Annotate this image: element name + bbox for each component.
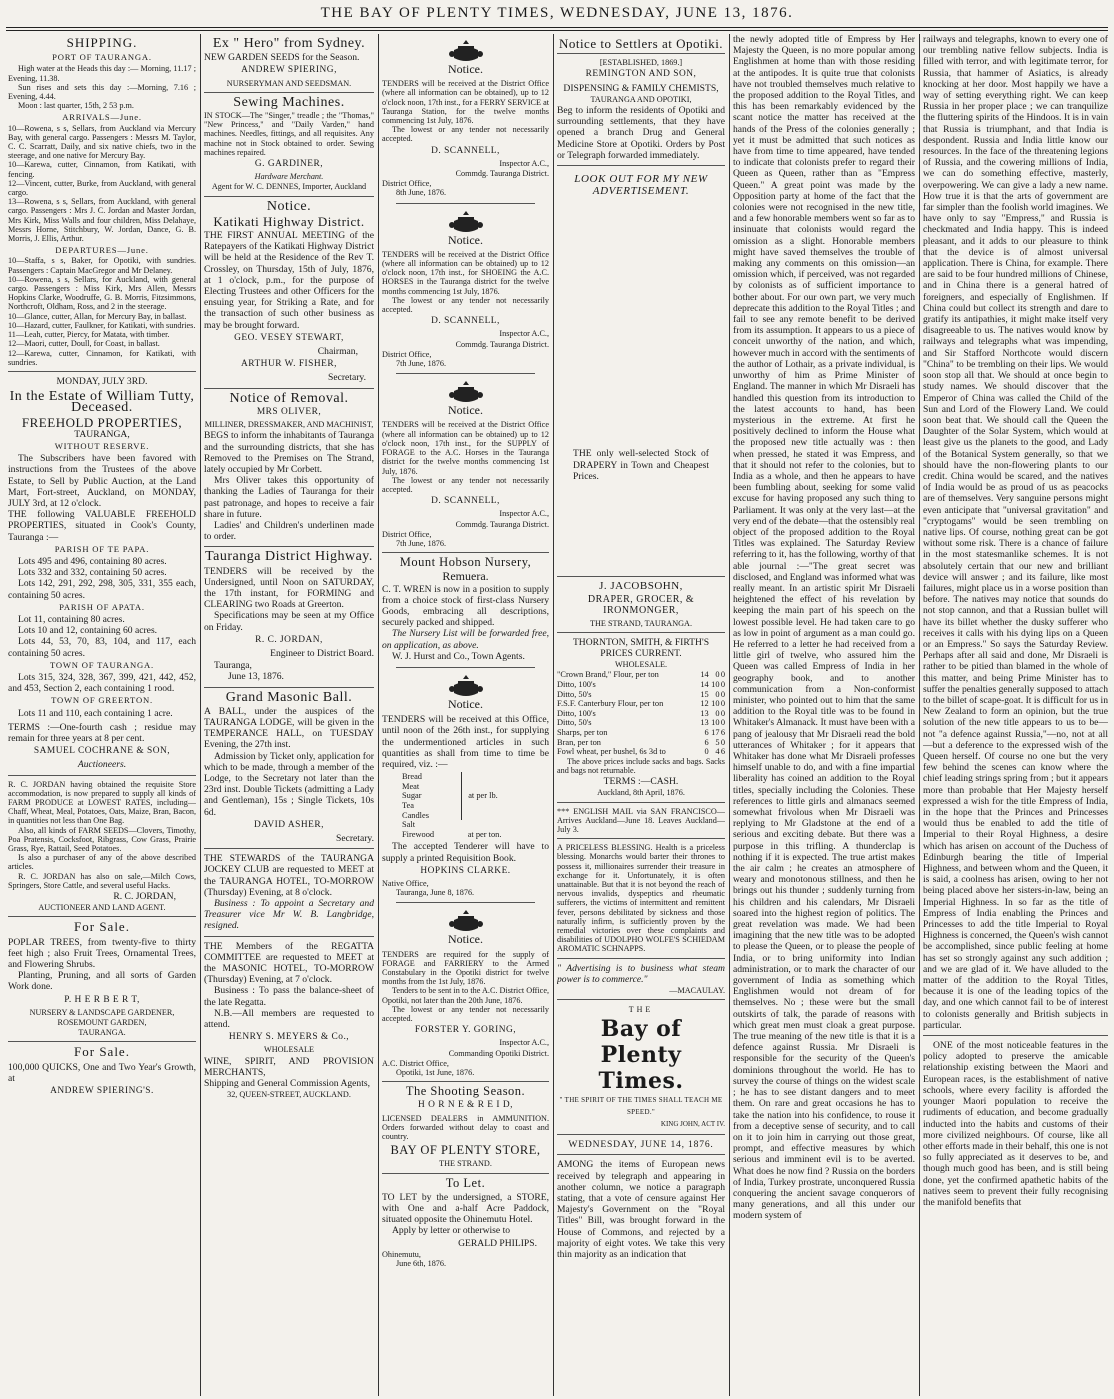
- hobson-heading: Mount Hobson Nursery,: [399, 555, 532, 570]
- divider: [204, 196, 374, 197]
- meyers-wholesale: WHOLESALE: [263, 1045, 315, 1055]
- goring-command: Commanding Opotiki District.: [448, 1048, 549, 1058]
- divider: [204, 546, 374, 547]
- planting-text: Planting, Pruning, and all sorts of Garden Work done.: [8, 970, 196, 993]
- royal-crest-icon: [446, 209, 486, 235]
- established: [ESTABLISHED, 1869.]: [599, 58, 683, 68]
- paper-motto-source: KING JOHN, ACT IV.: [660, 1119, 725, 1128]
- prices-note: The above prices include sacks and bags. Sacks and bags not returnable.: [557, 756, 725, 776]
- goring-date: Opotiki, 1st June, 1876.: [396, 1067, 475, 1077]
- price-row: Fowl wheat, per bushel, 6s 3d to 0 4 6: [557, 747, 725, 757]
- bop-store: BAY OF PLENTY STORE,: [390, 1143, 541, 1158]
- oliver-name: MRS OLIVER,: [256, 406, 322, 417]
- column-rule: [729, 34, 730, 1396]
- divider: [557, 1154, 725, 1155]
- spiering-signature: ANDREW SPIERING,: [241, 65, 337, 76]
- scannell-command: Commdg. Tauranga District.: [455, 339, 549, 349]
- column-rule: [378, 34, 379, 1396]
- divider: [557, 576, 725, 577]
- column-rule: [919, 34, 920, 1396]
- native-schools-text: ONE of the most noticeable features in the policy adopted to preserve the amicable relationship existing between the Maori and European races, is the establishment of native schools, where every facility is afforded the younger Maori population to receive the rudiments of education, and become gradually inducted into the habits and customs of their more civilized neighbours. Of course, like all other efforts made in their behalf, this one is not so fully appreciated as it deserves to be, and though much good has been, and is still being done, yet the confirmed apathetic habits of the natives seem to prevent their fully recognising the manifold benefits that: [923, 1040, 1108, 1208]
- departures-heading: DEPARTURES—June.: [55, 245, 149, 256]
- arrival-item: 10—Rowena, s s, Sellars, from Auckland via Mercury Bay, with general cargo. Passengers : Messrs M. Taylor, C. C. Scarratt, Daily, and six native chiefs, two in the steerage, and one native for Mercury Bay.: [8, 123, 196, 161]
- divider: [557, 958, 725, 959]
- paper-name: Bay of Plenty Times.: [598, 1016, 684, 1095]
- divider: [557, 802, 725, 803]
- jacobsohn-address: THE STRAND, TAURANGA.: [590, 618, 692, 628]
- jordan-text-3: Is also a purchaser of any of the above described articles.: [8, 853, 196, 872]
- prices-table: [557, 670, 725, 756]
- freehold-text-2: THE following VALUABLE FREEHOLD PROPERTIES, situated in Cook's County, Tauranga :—: [8, 509, 196, 543]
- asher-signature: DAVID ASHER,: [254, 819, 324, 830]
- lot-item: Lots 142, 291, 292, 298, 305, 331, 355 each, containing 50 acres.: [8, 578, 196, 601]
- district-office: District Office,: [382, 529, 432, 539]
- scannell-command: Commdg. Tauranga District.: [455, 519, 549, 529]
- arrivals-heading: ARRIVALS—June.: [62, 112, 142, 123]
- remington-name: REMINGTON AND SON,: [585, 69, 697, 80]
- arrival-item: 10—Karewa, cutter, Cinnamon, from Katikati, with fencing.: [8, 160, 196, 179]
- masthead: THE BAY OF PLENTY TIMES, WEDNESDAY, JUNE 13, 1876.: [320, 5, 794, 21]
- lot-item: Lots 10 and 12, containing 60 acres.: [18, 625, 158, 637]
- highway-text-2: Specifications may be seen at my Office on Friday.: [204, 610, 374, 633]
- price-row: Bran, per ton 6 5 0: [557, 737, 725, 747]
- tender-farriery-2: Tenders to be sent in to the A.C. District Office, Opotiki, not later than the 20th June, 1876.: [382, 986, 549, 1005]
- column-rule: [553, 34, 554, 1396]
- parish-heading: PARISH OF APATA.: [59, 601, 145, 612]
- divider: [396, 902, 535, 903]
- scannell-signature: D. SCANNELL,: [431, 316, 500, 327]
- divider: [923, 1035, 1108, 1036]
- sewing-heading: Sewing Machines.: [233, 94, 345, 110]
- divider: [204, 92, 374, 93]
- freehold-heading: FREEHOLD PROPERTIES,: [21, 414, 183, 430]
- jordan-text: R. C. JORDAN having obtained the requisite Store accommodation, is now prepared to supply all kinds of FARM PRODUCE at LOWEST RATES, including—Chaff, Wheat, Meal, Potatoes, Oats, Maize, Bran, Bacon, in quantities not less than One Bag.: [8, 779, 196, 826]
- departure-item: 10—Hazard, cutter, Faulkner, for Katikati, with sundries.: [8, 320, 196, 330]
- divider: [557, 632, 725, 633]
- tender-date: 7th June, 1876.: [396, 538, 447, 548]
- to-let-heading: To Let.: [445, 1175, 486, 1190]
- divider: [8, 775, 196, 776]
- lot-item: Lot 11, containing 80 acres.: [18, 613, 125, 625]
- wholesale-label: WHOLESALE.: [614, 660, 668, 670]
- lot-item: Lots 315, 324, 328, 367, 399, 421, 442, 452, and 453, Section 2, each containing 1 rood.: [8, 671, 196, 695]
- jordan-text-4: R. C. JORDAN has also on sale,—Milch Cows, Springers, Store Cattle, and several useful Hacks.: [8, 871, 196, 890]
- masthead-rule: [6, 27, 1108, 28]
- supply-item: Meat: [402, 781, 420, 791]
- price-row: Ditto, 50's 15 0 0: [557, 689, 725, 699]
- port-heading: PORT OF TAURANGA.: [52, 52, 152, 63]
- per-ton-label: at per ton.: [467, 829, 502, 839]
- remington-text: Beg to inform the residents of Opotiki and surrounding settlements, that they have opened a branch Drug and General Medicine Store at Opotiki. Orders by Post or Telegraph forwarded immediately.: [557, 105, 725, 161]
- stewart-signature: GEO. VESEY STEWART,: [234, 332, 344, 343]
- editorial-date: WEDNESDAY, JUNE 14, 1876.: [568, 1139, 714, 1151]
- ohinemutu: Ohinemutu,: [382, 1249, 421, 1259]
- remington-trade: DISPENSING & FAMILY CHEMISTS,: [563, 82, 719, 94]
- lookout-heading: LOOK OUT FOR MY NEW: [574, 173, 708, 186]
- thornton-heading: THORNTON, SMITH, & FIRTH'S PRICES CURRENT.: [572, 636, 710, 660]
- jordan-title: AUCTIONEER AND LAND AGENT.: [38, 903, 166, 913]
- ball-text: A BALL, under the auspices of the TAURANGA LODGE, will be given in the TEMPERANCE HALL, on TUESDAY Evening, the 27th inst.: [204, 705, 374, 751]
- lot-item: Lots 495 and 496, containing 80 acres.: [18, 555, 167, 567]
- seeds-text: NEW GARDEN SEEDS for the Season.: [204, 52, 360, 64]
- oliver-text-2: Mrs Oliver takes this opportunity of thanking the Ladies of Tauranga for their past patronage, and hopes to receive a fair share in future.: [204, 475, 374, 520]
- horne-name: H O R N E & R E I D,: [418, 1100, 513, 1111]
- supply-item: Sugar: [402, 791, 422, 801]
- highway-text: TENDERS will be received by the Undersigned, until Noon on SATURDAY, the 17th instant, for FORMING and CLEARING two Roads at Greerton.: [204, 565, 374, 611]
- hero-heading: Ex " Hero" from Sydney.: [212, 36, 366, 51]
- column-6: [923, 34, 1108, 1394]
- quicks-text: 100,000 QUICKS, One and Two Year's Growth, at: [8, 1061, 196, 1084]
- departure-item: 10—Staffa, s s, Baker, for Opotiki, with sundries. Passengers : Captain MacGregor and Mr Delaney.: [8, 256, 196, 275]
- asher-title: Secretary.: [336, 833, 374, 844]
- royal-crest-icon: [446, 379, 486, 405]
- royal-crest-icon: [446, 38, 486, 64]
- lookout-subheading: ADVERTISEMENT.: [592, 185, 690, 198]
- native-office: Native Office,: [382, 878, 429, 888]
- macaulay-quote: " Advertising is to business what steam power is to commerce.": [557, 962, 725, 985]
- oliver-text-3: Ladies' and Children's underlinen made to order.: [204, 519, 374, 543]
- oliver-text: BEGS to inform the inhabitants of Tauranga and the surrounding districts, that she has Removed to the Premises on The Strand, lately occupied by Mr Corbett.: [204, 430, 374, 475]
- divider: [382, 1173, 549, 1174]
- per-lb-label: at per lb.: [462, 772, 536, 820]
- for-sale-heading: For Sale.: [74, 1044, 130, 1060]
- ball-heading: Grand Masonic Ball.: [225, 689, 353, 705]
- notice-heading: Notice.: [448, 403, 483, 418]
- remington-towns: TAURANGA AND OPOTIKI,: [590, 94, 692, 104]
- katikati-heading: Katikati Highway District.: [213, 213, 365, 229]
- divider: [8, 916, 196, 917]
- arrival-item: 13—Rowena, s s, Sellars, from Auckland, with general cargo. Passengers : Mrs J. C. Jordan and Master Jordan, Mrs Kirk, Miss Walls and four children, Miss Delahaye, Messrs Horne, Stitchbury, W. Jordan, Dance, G. B. Morris, J. Ellis, Arthur.: [8, 197, 196, 244]
- dennes-agent: Agent for W. C. DENNES, Importer, Auckland: [211, 182, 367, 192]
- tender-supplies: TENDERS will be received at this Office, until noon of the 26th inst., for supplying the undermentioned articles in such quantities as shall from time to time be required, viz. :—: [382, 714, 549, 770]
- jockey-text: THE STEWARDS of the TAURANGA JOCKEY CLUB are requested to MEET at the TAURANGA HOTEL, TO-MORROW (Thursday) Evening, at 8 o'clock.: [204, 853, 374, 898]
- column-2: [204, 34, 374, 1394]
- to-let-text-2: Apply by letter or otherwise to: [392, 1225, 511, 1237]
- highway-date: June 13, 1876.: [228, 671, 284, 683]
- jacobsohn-name: J. JACOBSOHN,: [599, 580, 683, 593]
- supply-item: Salt: [402, 820, 416, 830]
- to-let-text: TO LET by the undersigned, a STORE, with One and a-half Acre Paddock, situated opposite the Ohinemutu Hotel.: [382, 1191, 549, 1226]
- rcjordan-title: Engineer to District Board.: [270, 647, 374, 659]
- regatta-text: THE Members of the REGATTA COMMITTEE are requested to MEET at the MASONIC HOTEL, TO-MORROW (Thursday) Evening, at 7 o'clock.: [204, 940, 374, 986]
- spiering-title: NURSERYMAN AND SEEDSMAN.: [226, 78, 352, 88]
- tides: High water at the Heads this day :— Morning, 11.17 ; Evening, 11.38.: [8, 64, 196, 83]
- gardiner-title: Hardware Merchant.: [254, 172, 324, 182]
- editorial-continued: the newly adopted title of Empress by Her Majesty the Queen, is no more popular among Englishmen at home than with those residing at the antipodes. It is quite true that colonists have not troubled themselves much relative to the proposed addition to the Royal Titles, and this has been remarkably evidenced by the scant notice the matter has received at the hands of the Press of the colonies generally ; yet it must be admitted that such notices as have from time to time appeared, have tended to indicate that colonists prefer to regard their Queen as Queen, rather than as "Empress Queen." A great point was made by the Opposition party at home of the fact that the colonies were not recognised in the new title, and a few honorable members went so far as to insinuate that colonists would regard the omission as a slight. Honorable members might have saved themselves the trouble of making any comments on this omission—an omission which, if perceived, was not regarded by colonists as of sufficient importance to bother about. For our own part, we very much deprecate this addition to the Royal Titles ; and fail to see any remote benefit to be derived from its assumption. It appears to us a piece of conceit unworthy of the nation, and which, however much in accord with the sentiments of the author of Lothair, as a private individual, is unworthy of him as Prime Minister of England. The manner in which Mr Disraeli has handled this question from its introduction to the latest accounts to hand, has been mysterious in the extreme. At first he positively declined to inform the House what the proposed new title actually was : then when pressed, he stated it was Empress, and that it should not refer to the colonies, but to India as a whole, and then he appears to have been fumbling about, seeking for some valid excuse for having proposed any such thing to Parliament. It was only at the very last—at the very end of the debate—that the ostensibly real object of the proposed addition to the Royal Titles was explained. The Saturday Review referring to it, has the following, worthy of that able journal :—"The great secret was disclosed, and England was informed what was really meant. In an artistic spirit Mr Disraeli heightened the effect of his revelation by keeping the main part of his speech on the lowest possible level. He had taken care to go as low in point of argument as a man could go. He referred to a letter he had received from a little girl of twelve, who assured him the Queen was called Empress of India in her geography book, and to another communication from a Non-conformist minister, who pointed out to him that the same addition to the Royal title was to be found in Whitaker's Almanack. It must have been with a pang of jealousy that Mr Disraeli read the bold utterances of Whitaker ; for it appears that Whitaker has done what Mr Disraeli professes himself unable to do, and with a fine impartial liberality has coined an addition to the Royal titles, specially including the Colonies. These references to little girls and almanacs seemed somewhat frivolous when Mr Disraeli was replying to Mr Gladstone at the end of a serious and exciting debate. But there was a purpose in this trifling. A thunderclap is nothing if it is expected. The true artist makes the air calm ; he creates an atmosphere of weary and monotonous stillness, and then he brings out his thunder ; suddenly turning from his children and his calendars, Mr Disraeli soared into the highest region of politics. The great revelation was made. We had been imagining that the new title was to be adopted to please the Queen, or to please the people of India, or to bring uniformity into Indian administration, or to mark the character of our government of India as something which Englishmen would not dream of for themselves. No ; these were but the small outskirts of talk, the parade of reasons with which great men must cloak a great purpose. The true meaning of the new title is that it is a defence against Russia. Mr Disraeli is responsible for the security of the Queen's dominions throughout the world. He has to survey the course of things on the widest scale ; he has to see distant dangers and to meet them. On rare and great occasions he has to take the nation into his confidence, to rouse it from a deceptive sense of security, and to call on it to join him in carrying out those great, prompt, and effective measures by which serious and imminent evil is to be averted. What does he now find ? Russia on the borders of India, Turkey prostrate, unconquered Russia conquering the ancient savage conquerors of many generations, and all this under our modern system of: [733, 34, 915, 1222]
- auctioneers-signature: SAMUEL COCHRANE & SON,: [33, 746, 171, 757]
- gardiner-signature: G. GARDINER,: [254, 159, 324, 170]
- terms-cash: TERMS :—CASH.: [603, 776, 679, 788]
- price-row: Ditto, 100's 13 0 0: [557, 708, 725, 718]
- supply-item: Candles: [402, 810, 429, 820]
- notice-heading: Notice.: [448, 696, 483, 711]
- tender-farriery-note: The lowest or any tender not necessarily accepted.: [382, 1004, 549, 1023]
- fisher-title: Secretary.: [328, 372, 366, 384]
- price-row: F.S.F. Canterbury Flour, per ton 12 10 0: [557, 699, 725, 709]
- paper-motto: " THE SPIRIT OF THE TIMES SHALL TEACH ME SPEED.": [559, 1096, 723, 1116]
- price-row: Ditto, 50's 13 10 0: [557, 718, 725, 728]
- blank-space: [557, 198, 725, 448]
- column-5: [733, 34, 915, 1394]
- philips-signature: GERALD PHILIPS.: [458, 1237, 537, 1249]
- tender-date: 7th June, 1876.: [396, 359, 447, 369]
- royal-crest-icon: [446, 908, 486, 934]
- tender-forage-note: The lowest or any tender not necessarily accepted.: [382, 475, 549, 494]
- tender-shoeing: TENDERS will be received at the District Office (where all information can be obtained) up to 12 o'clock noon, 17th inst., for SHOEING the A.C. HORSES in the Tauranga district for the twelve months commencing 1st July, 1876.: [382, 249, 549, 296]
- price-row: Sharps, per ton 6 17 6: [557, 728, 725, 738]
- poplar-text: POPLAR TREES, from twenty-five to thirty feet high ; also Fruit Trees, Ornamental Trees, and Flowering Shrubs.: [8, 936, 196, 971]
- ohinemutu-date: June 6th, 1876.: [396, 1259, 447, 1269]
- bop-store-street: THE STRAND.: [439, 1159, 492, 1169]
- terms-date: Auckland, 8th April, 1876.: [597, 788, 685, 798]
- editorial-text: AMONG the items of European news received by telegraph and appearing in another column, we notice a paragraph stating, that a vote of censure against Her Majesty's Government on the "Royal Titles" Bill, was brought forward in the House of Commons, and rejected by a majority of eight votes. We take this very thin majority as an indication that: [557, 1159, 725, 1260]
- herbert-address: ROSEMOUNT GARDEN,: [57, 1018, 147, 1028]
- auctioneers-title: Auctioneers.: [77, 759, 127, 771]
- notice-heading: Notice.: [266, 198, 312, 214]
- lot-item: Lots 44, 53, 70, 83, 104, and 117, each containing 50 acres.: [8, 636, 196, 659]
- drapery-text: THE only well-selected Stock of DRAPERY in Town and Cheapest Prices.: [573, 448, 709, 482]
- jacobsohn-trade: DRAPER, GROCER, & IRONMONGER,: [587, 594, 695, 617]
- native-office-date: Tauranga, June 8, 1876.: [396, 888, 475, 898]
- jockey-text-2: Business : To appoint a Secretary and Treasurer vice Mr W. B. Langbridge, resigned.: [204, 898, 374, 932]
- katikati-text: THE FIRST ANNUAL MEETING of the Ratepayers of the Katikati Highway District will be held at the Residence of the Rev T. Crossley, on Thursday, 15th of July, 1876, at 1 o'clock, p.m., for the purpose of Electing Trustees and other Officers for the ensuing year, for Striking a Rate, and for the transaction of such other business as may be brought forward.: [204, 230, 374, 331]
- lot-item: Lots 332 and 332, containing 50 acres.: [18, 567, 167, 579]
- column-3: [382, 34, 549, 1394]
- scannell-signature: D. SCANNELL,: [431, 496, 500, 507]
- notice-heading: Notice.: [448, 62, 483, 76]
- mail-notice: *** ENGLISH MAIL via SAN FRANCISCO— Arrives Auckland—June 18. Leaves Auckland—July 3.: [557, 806, 725, 835]
- scannell-rank: Inspector A.C.,: [499, 509, 549, 519]
- regatta-text-3: N.B.—All members are requested to attend.: [204, 1007, 374, 1031]
- divider: [557, 838, 725, 839]
- hobson-text: C. T. WREN is now in a position to supply from a choice stock of first-class Nursery Goods, embracing all descriptions, securely packed and shipped.: [382, 583, 549, 629]
- price-row: "Crown Brand," Flour, per ton 14 0 0: [557, 670, 725, 680]
- scannell-rank: Inspector A.C.,: [499, 158, 549, 168]
- divider: [204, 848, 374, 849]
- divider: [204, 687, 374, 688]
- ball-text-2: Admission by Ticket only, application for which to be made, through a member of the Lodge, to the Secretary not later than the 23rd inst. Double Tickets (admitting a Lady and Gentleman), 15s ; Single Tickets, 10s 6d.: [204, 750, 374, 818]
- town-heading: TOWN OF GREERTON.: [51, 695, 153, 706]
- without-reserve: WITHOUT RESERVE.: [54, 440, 150, 451]
- macaulay-attribution: —MACAULAY.: [669, 986, 725, 996]
- paper-the: THE: [628, 1005, 654, 1015]
- departure-item: 12—Karewa, cutter, Cinnamon, for Katikati, with sundries.: [8, 348, 196, 367]
- oliver-trade: MILLINER, DRESSMAKER, AND MACHINIST,: [204, 420, 374, 430]
- for-sale-heading: For Sale.: [74, 919, 130, 935]
- notice-heading: Notice.: [448, 932, 483, 947]
- estate-heading: In the Estate of William Tutty, Deceased.: [9, 389, 195, 416]
- herbert-town: TAURANGA.: [78, 1028, 126, 1038]
- supplies-table: [402, 772, 536, 839]
- divider: [557, 999, 725, 1000]
- parish-heading: PARISH OF TE PAPA.: [54, 543, 150, 554]
- divider: [557, 1134, 725, 1135]
- fisher-signature: ARTHUR W. FISHER,: [241, 359, 337, 370]
- removal-heading: Notice of Removal.: [229, 390, 349, 406]
- jordan-signature: R. C. JORDAN,: [113, 891, 176, 903]
- sun-times: Sun rises and sets this day :—Morning, 7.16 ; Evening, 4.44.: [8, 82, 196, 102]
- hobson-text-2: The Nursery List will be forwarded free, on application, as above.: [382, 628, 549, 651]
- jordan-text-2: Also, all kinds of FARM SEEDS—Clovers, Timothy, Poa Pratensis, Cocksfoot, Ribgrass, Cow Grass, Prairie Grass, Rye, Rattail, Seed Potatoes.: [8, 825, 196, 854]
- divider: [8, 1041, 196, 1042]
- regatta-text-2: Business : To pass the balance-sheet of the late Regatta.: [204, 985, 374, 1008]
- price-row: Ditto, 100's 14 10 0: [557, 680, 725, 690]
- column-4: [557, 34, 725, 1394]
- divider: [396, 667, 535, 668]
- column-rule: [200, 34, 201, 1396]
- settlers-heading: Notice to Settlers at Opotiki.: [558, 36, 724, 51]
- royal-crest-icon: [446, 673, 486, 699]
- departure-item: 10—Rowena, s s, Sellars, for Auckland, with general cargo. Passengers : Miss Kirk, Mrs Allen, Messrs Hopkins Clarke, Woodruffe, G. B. Morris, Fitzsimmons, Northcroft, Oldham, Ross, and 2 in the steerage.: [8, 274, 196, 312]
- tender-forage: TENDERS will be received at the District Office (where all information can be obtained) up to 12 o'clock noon, 17th inst., for the SUPPLY of FORAGE to the A.C. Horses in the Tauranga district for the twelve months commencing 1st July, 1876.: [382, 420, 549, 476]
- herbert-signature: P. H E R B E R T,: [64, 994, 140, 1005]
- meyers-text-2: Shipping and General Commission Agents,: [204, 1078, 371, 1090]
- divider: [382, 552, 549, 553]
- meyers-text: WINE, SPIRIT, AND PROVISION MERCHANTS,: [204, 1055, 374, 1078]
- freehold-place: TAURANGA,: [74, 428, 130, 440]
- stewart-title: Chairman,: [317, 346, 358, 358]
- goring-signature: FORSTER Y. GORING,: [414, 1025, 517, 1036]
- arrival-item: 12—Vincent, cutter, Burke, from Auckland, with general cargo.: [8, 178, 196, 198]
- divider: [204, 936, 374, 937]
- divider: [557, 165, 725, 166]
- spiering-signature: ANDREW SPIERING'S.: [50, 1086, 154, 1097]
- divider: [396, 203, 535, 204]
- district-office: District Office,: [382, 349, 432, 359]
- departure-item: 12—Maori, cutter, Doull, for Coast, in ballast.: [8, 339, 160, 349]
- column-1: [8, 34, 196, 1394]
- supply-item: Firewood: [402, 829, 435, 839]
- herbert-title: NURSERY & LANDSCAPE GARDENER,: [29, 1007, 175, 1017]
- supply-item: Bread: [402, 772, 422, 782]
- divider: [8, 371, 196, 372]
- goring-rank: Inspector A.C.,: [499, 1038, 549, 1048]
- rcjordan-signature: R. C. JORDAN,: [255, 634, 323, 645]
- highway-heading: Tauranga District Highway.: [205, 549, 373, 565]
- moon-phase: Moon : last quarter, 15th, 2 53 p.m.: [18, 101, 134, 111]
- scannell-rank: Inspector A.C.,: [499, 329, 549, 339]
- scannell-command: Commdg. Tauranga District.: [455, 169, 549, 179]
- tender-supplies-note: The accepted Tenderer will have to supply a printed Requisition Book.: [382, 841, 549, 864]
- divider: [204, 388, 374, 389]
- notice-heading: Notice.: [448, 232, 483, 247]
- hobson-text-3: W. J. Hurst and Co., Town Agents.: [392, 650, 525, 662]
- clarke-signature: HOPKINS CLARKE.: [420, 865, 511, 876]
- divider: [396, 373, 535, 374]
- goring-office: A.C. District Office,: [382, 1058, 449, 1068]
- shooting-heading: The Shooting Season.: [405, 1084, 526, 1099]
- sewing-text: IN STOCK—The "Singer," treadle ; the "Thomas," "New Princess," and "Daily Varden," hand machines. Needles, fittings, and all requisites. Any machine not in Stock obtained to order. Sewing machines repaired.: [204, 111, 374, 157]
- tender-shoeing-note: The lowest or any tender not necessarily accepted.: [382, 295, 549, 315]
- divider: [382, 1081, 549, 1082]
- divider: [557, 53, 725, 54]
- blank-space: [557, 482, 725, 572]
- departure-item: 10—Glance, cutter, Allan, for Mercury Bay, in ballast.: [8, 311, 187, 321]
- district-office: District Office,: [382, 179, 432, 189]
- terms: TERMS :—One-fourth cash ; residue may remain for three years at 8 per cent.: [8, 721, 196, 744]
- town-heading: TOWN OF TAURANGA.: [49, 659, 155, 670]
- freehold-text: The Subscribers have been favored with instructions from the Trustees of the above Estate, to Sell by Public Auction, at the Land Mart, Fort-street, Auckland, on MONDAY, JULY 3rd, at 12 o'clock.: [8, 453, 196, 509]
- editorial-continued: railways and telegraphs, known to every one of our trembling native fellow subjects. India is filled with terror, and with legitimate terror, for Russia, that hammer of Asiatics, is already knocking at her door. Most happily we have a way of setting everything right. We can keep Russia in her proper place ; we can tranquilize the fluttering spirits of the Hindoos. It is in vain that Russia is triumphant, and that India is despondent. Russia and India little know our resources. In the face of the threatening legions of Russia, and the cowering millions of India, we can do something effective, masterly, overpowering. We can give a lady a new name. How true it is that the arts of government are far simpler than the foolish world imagines. We have only to say "Empress," and Russia is checkmated and India happy. This is indeed pleasant, and it adds to our pleasure to think that the device is of almost universal application. There is China, for example. There are said to be four hundred millions of Chinese, and in China there is a general hatred of foreigners, and especially of Englishmen. If China could but collect its strength and dare to gratify its antipathies, it might make itself very disagreeable to us. The natives would know by railways and telegraphs what was impending, and Sir Stafford Northcote would discern "China" to be trembling on their lips. We would soon stop all that. We should at once begin to study names. We should discover that the Emperor of China was called the Child of the Sun and Lord of the Flowery Land. We could soon beat that. We should call the Queen the Daughter of the Solar System, which would at least give us the planets to the good, and Lady of the Botanical System generally, so that we should have the non-flowering plants to our credit. China would be scared, and the natives of India would be as proud of us as peacocks are of themselves. Very sanguine persons might even anticipate that "universal gravitation" and "cryptogams" would be seen trembling on native lips. Of course, nothing great can be got without some risk. There is a chance of failure in the most statesmanlike schemes. It is not absolutely certain that our new and brilliant device will answer ; and its failure, like most failures, might place us in a worse position than before. The natives may notice that sounds do not stop cannon, and that a Russian bullet will have its billet whether the dusky sufferer who receives it calls with his dying lips on a Queen or an Empress." So says the Saturday Review. Perhaps after all said and done, Mr Disraeli is rather to be pitied than blamed in the whole of this matter, and being Prime Minister has to suffer the penalties generally supposed to attach to the billet of scape-goat. It is difficult for us in New Zealand to form an opinion, but the true solution of the new title appears to us to be—not "a defence against Russia,"—no, not at all—but a deference to the expressed wish of the Queen herself. Of course no one but the very few behind the scenes can know where the chief leading strings spring from ; but it appears more than probable that Her Majesty herself expressed a wish for the title Empress of India, in the hope that the Princes and Princesses would thus be enabled to add the title of Imperial to their Royal Highness, a desire which has arisen on account of the Duchess of Edinburgh bearing the title of Imperial Highness, and between whom and the Queen, it is said, a coolness has arisen, owing to her not being placed above her sisters-in-law, being an Imperial Highness. In so far as the title of Empress of India enabling the Princes and Princesses to add the title Imperial to Royal Highness is concerned, the Queen's wish cannot be accomplished, since public feeling at home has set so strongly against any such addition ; and we are glad of it. We have alluded to the matter of the addition to the Royal Titles, because it is one of the leading topics of the day, and one which cannot fail to be of interest to colonists generally and British subjects in particular.: [923, 34, 1108, 1031]
- sale-date: MONDAY, JULY 3RD.: [56, 375, 148, 387]
- meyers-address: 32, QUEEN-STREET, AUCKLAND.: [227, 1090, 351, 1100]
- blessing-ad: A PRICELESS BLESSING. Health is a priceless blessing. Monarchs would barter their thrones to possess it, millionaires surrender their treasure in exchange for it. Unfortunately, it is often unattainable. But that it is not beyond the reach of nervous invalids, dyspeptics and rheumatic sufferers, the victims of intermittent and remittent fever, persons debilitated by sickness and those naturally infirm, is sufficiently proven by the remedial victories over these complaints and disabilities of UDOLPHO WOLFE'S SCHIEDAM AROMATIC SCHNAPPS.: [557, 843, 725, 954]
- meyers-signature: HENRY S. MEYERS & Co.,: [228, 1032, 350, 1043]
- masthead-rule-thin: [6, 30, 1108, 31]
- tender-ferry-note: The lowest or any tender not necessarily accepted.: [382, 125, 549, 144]
- hobson-place: Remuera.: [442, 569, 489, 584]
- departure-item: 11—Leah, cutter, Piercy, for Matata, with timber.: [8, 330, 170, 340]
- supply-item: Tea: [402, 800, 414, 810]
- scannell-signature: D. SCANNELL,: [431, 145, 500, 156]
- lot-item: Lots 11 and 110, each containing 1 acre.: [18, 707, 173, 719]
- tender-farriery: TENDERS are required for the supply of FORAGE and FARRIERY to the Armed Constabulary in the Opotiki district for twelve months from the 1st July, 1876.: [382, 949, 549, 987]
- horne-text: LICENSED DEALERS in AMMUNITION. Orders forwarded without delay to coast and country.: [382, 1113, 549, 1141]
- tender-date: 8th June, 1876.: [396, 188, 447, 198]
- highway-place: Tauranga,: [214, 660, 252, 672]
- tender-ferry: TENDERS will be received at the District Office (where all information can be obtained), up to 12 o'clock noon, 17th inst., for a FERRY SERVICE at Tauranga Station, for the twelve months commencing 1st July, 1876.: [382, 79, 549, 126]
- shipping-heading: SHIPPING.: [66, 35, 138, 50]
